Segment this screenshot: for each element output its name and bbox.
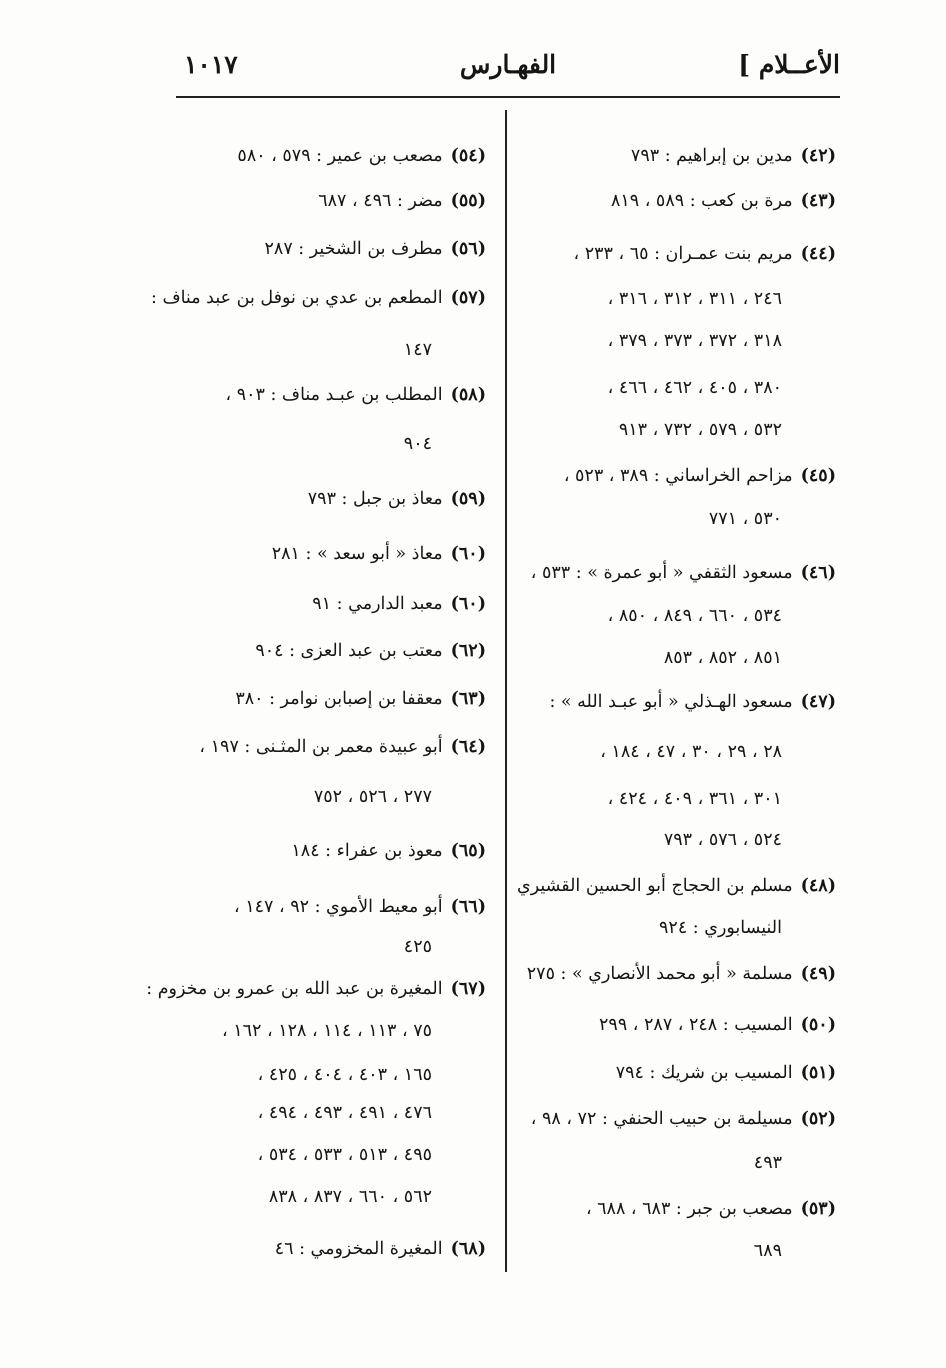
index-entry-continuation: [619, 419, 782, 441]
entry-text: ١٦٥ ، ٤٠٣ ، ٤٠٤ ، ٤٢٥ ،: [257, 1065, 432, 1085]
entry-text: مصعب بن عمير : ٥٧٩ ، ٥٨٠: [237, 146, 443, 166]
index-entry: [225, 384, 486, 406]
entry-number: (٤٧): [800, 692, 836, 712]
entry-text: معوذ بن عفراء : ١٨٤: [291, 841, 443, 861]
index-entry: [564, 465, 836, 487]
entry-text: معاذ « أبو سعد » : ٢٨١: [271, 544, 443, 564]
entry-number: (٥٢): [800, 1109, 836, 1129]
index-entry: [255, 640, 486, 662]
index-entry-continuation: [258, 1102, 432, 1124]
page-header: [176, 44, 840, 94]
entry-text: مسلمة « أبو محمد الأنصاري » : ٢٧٥: [526, 964, 793, 984]
entry-text: مسيلمة بن حبيب الحنفي : ٧٢ ، ٩٨ ،: [530, 1109, 793, 1129]
index-entry: [235, 688, 486, 710]
entry-text: مسعود الهـذلي « أبو عبـد الله » :: [549, 692, 793, 712]
entry-text: المغيرة بن عبد الله بن عمرو بن مخزوم :: [146, 979, 443, 999]
entry-number: (٦٣): [450, 689, 486, 709]
entry-number: (٦٨): [450, 1239, 486, 1259]
entry-number: (٤٢): [800, 146, 836, 166]
index-entry-continuation: [314, 786, 432, 808]
entry-text: المسيب : ٢٤٨ ، ٢٨٧ ، ٢٩٩: [599, 1015, 793, 1035]
index-entry: [631, 145, 836, 167]
index-entry: [616, 1062, 836, 1084]
index-entry: [549, 691, 836, 713]
entry-number: (٥٥): [450, 191, 486, 211]
entry-text: ٩٠٤: [403, 434, 432, 454]
index-entry-continuation: [608, 377, 782, 399]
entry-number: (٤٨): [800, 876, 836, 896]
index-entry-continuation: [258, 1144, 432, 1166]
entry-number: (٥١): [800, 1063, 836, 1083]
entry-number: (٤٥): [800, 466, 836, 486]
entry-text: ٧٥ ، ١١٣ ، ١١٤ ، ١٢٨ ، ١٦٢ ،: [222, 1021, 432, 1041]
entry-text: ٣٨٠ ، ٤٠٥ ، ٤٦٢ ، ٤٦٦ ،: [607, 378, 782, 398]
index-entry-continuation: [258, 1064, 432, 1086]
index-entry: [199, 736, 486, 758]
index-entry: [312, 593, 486, 615]
entry-text: أبو معيط الأموي : ٩٢ ، ١٤٧ ،: [234, 897, 443, 917]
index-entry: [531, 562, 836, 584]
index-entry-continuation: [754, 1240, 782, 1262]
entry-text: ٣٠١ ، ٣٦١ ، ٤٠٩ ، ٤٢٤ ،: [607, 789, 782, 809]
index-entry: [237, 145, 486, 167]
entry-text: ٥٣٢ ، ٥٧٩ ، ٧٣٢ ، ٩١٣: [618, 420, 782, 440]
entry-text: مريم بنت عمـران : ٦٥ ، ٢٣٣ ،: [573, 244, 793, 264]
entry-text: ٥٣٤ ، ٦٦٠ ، ٨٤٩ ، ٨٥٠ ،: [607, 606, 782, 626]
index-entry-continuation: [664, 647, 782, 669]
entry-number: (٦٦): [450, 897, 486, 917]
index-entry-continuation: [404, 339, 432, 361]
entry-text: ٤٩٣: [753, 1153, 782, 1173]
entry-text: معاذ بن جبل : ٧٩٣: [307, 489, 443, 509]
index-entry-continuation: [709, 508, 782, 530]
entry-text: المغيرة المخزومي : ٤٦: [274, 1239, 443, 1259]
index-entry: [272, 543, 486, 565]
entry-number: (٦٠): [450, 594, 486, 614]
entry-number: (٥٦): [450, 239, 486, 259]
entry-text: ٦٨٩: [753, 1241, 782, 1261]
index-entry-continuation: [664, 829, 782, 851]
entry-number: (٤٣): [800, 191, 836, 211]
index-entry: [265, 238, 486, 260]
index-entry: [527, 963, 836, 985]
index-entry-continuation: [608, 330, 782, 352]
index-entry-continuation: [222, 1020, 432, 1042]
index-entry: [531, 1108, 836, 1130]
entry-text: المطعم بن عدي بن نوفل بن عبد مناف :: [151, 288, 443, 308]
index-entry-continuation: [608, 788, 782, 810]
index-entry: [586, 1198, 836, 1220]
entry-number: (٦٤): [450, 737, 486, 757]
index-entry-continuation: [404, 433, 432, 455]
entry-text: مسعود الثقفي « أبو عمرة » : ٥٣٣ ،: [530, 563, 793, 583]
entry-text: ٨٥١ ، ٨٥٢ ، ٨٥٣: [663, 648, 782, 668]
entry-text: ٤٢٥: [403, 937, 432, 957]
index-entry: [517, 875, 836, 897]
entry-text: ٤٩٥ ، ٥١٣ ، ٥٣٣ ، ٥٣٤ ،: [257, 1145, 432, 1165]
page-title: الفهـارس: [459, 50, 557, 79]
index-entry: [291, 840, 486, 862]
entry-number: (٥٧): [450, 288, 486, 308]
entry-text: ٥٦٢ ، ٦٦٠ ، ٨٣٧ ، ٨٣٨: [268, 1187, 432, 1207]
index-entry: [574, 243, 836, 265]
entry-text: مدين بن إبراهيم : ٧٩٣: [630, 146, 793, 166]
entry-number: (٤٦): [800, 563, 836, 583]
page-number: ١٠١٧: [184, 50, 238, 79]
entry-text: ٣١٨ ، ٣٧٢ ، ٣٧٣ ، ٣٧٩ ،: [607, 331, 782, 351]
index-entry: [275, 1238, 486, 1260]
entry-text: مرة بن كعب : ٥٨٩ ، ٨١٩: [610, 191, 793, 211]
entry-text: معبد الدارمي : ٩١: [312, 594, 443, 614]
section-title: الأعــلام ]: [738, 50, 840, 79]
index-entry: [146, 978, 486, 1000]
entry-text: مزاحم الخراساني : ٣٨٩ ، ٥٢٣ ،: [563, 466, 793, 486]
entry-text: أبو عبيدة معمر بن المثـنى : ١٩٧ ،: [199, 737, 443, 757]
index-entry: [318, 190, 486, 212]
entry-number: (٦٢): [450, 641, 486, 661]
entry-text: المطلب بن عبـد مناف : ٩٠٣ ،: [225, 385, 443, 405]
entry-text: ١٤٧: [403, 340, 432, 360]
entry-text: ٢٧٧ ، ٥٢٦ ، ٧٥٢: [313, 787, 432, 807]
entry-text: ٥٢٤ ، ٥٧٦ ، ٧٩٣: [663, 830, 782, 850]
entry-text: مضر : ٤٩٦ ، ٦٨٧: [318, 191, 443, 211]
entry-text: ٢٨ ، ٢٩ ، ٣٠ ، ٤٧ ، ١٨٤ ،: [600, 742, 782, 762]
index-entry-continuation: [269, 1186, 432, 1208]
header-rule: [176, 96, 840, 98]
index-entry: [308, 488, 486, 510]
entry-number: (٥٣): [800, 1199, 836, 1219]
index-entry: [234, 896, 486, 918]
entry-number: (٤٩): [800, 964, 836, 984]
index-entry: [599, 1014, 836, 1036]
entry-number: (٦٧): [450, 979, 486, 999]
entry-number: (٥٤): [450, 146, 486, 166]
entry-text: مطرف بن الشخير : ٢٨٧: [264, 239, 443, 259]
index-entry-continuation: [754, 1152, 782, 1174]
entry-number: (٥٨): [450, 385, 486, 405]
entry-text: ٥٣٠ ، ٧٧١: [708, 509, 782, 529]
entry-text: معتب بن عبد العزى : ٩٠٤: [255, 641, 443, 661]
index-entry-continuation: [608, 605, 782, 627]
index-entry-continuation: [600, 741, 782, 763]
index-entry-continuation: [608, 288, 782, 310]
entry-text: النيسابوري : ٩٢٤: [659, 918, 782, 938]
entry-number: (٦٠): [450, 544, 486, 564]
entry-text: ٤٧٦ ، ٤٩١ ، ٤٩٣ ، ٤٩٤ ،: [257, 1103, 432, 1123]
index-entry-continuation: [404, 936, 432, 958]
entry-text: ٢٤٦ ، ٣١١ ، ٣١٢ ، ٣١٦ ،: [607, 289, 782, 309]
entry-number: (٥٩): [450, 489, 486, 509]
entry-text: المسيب بن شريك : ٧٩٤: [615, 1063, 793, 1083]
column-divider: [505, 110, 507, 1272]
entry-text: معقفا بن إصبابن نوامر : ٣٨٠: [235, 689, 443, 709]
index-entry: [151, 287, 486, 309]
index-entry: [611, 190, 836, 212]
entry-text: مسلم بن الحجاج أبو الحسين القشيري: [517, 876, 793, 896]
entry-text: مصعب بن جبر : ٦٨٣ ، ٦٨٨ ،: [585, 1199, 793, 1219]
index-entry-continuation: [659, 917, 782, 939]
entry-number: (٥٠): [800, 1015, 836, 1035]
entry-number: (٦٥): [450, 841, 486, 861]
entry-number: (٤٤): [800, 244, 836, 264]
